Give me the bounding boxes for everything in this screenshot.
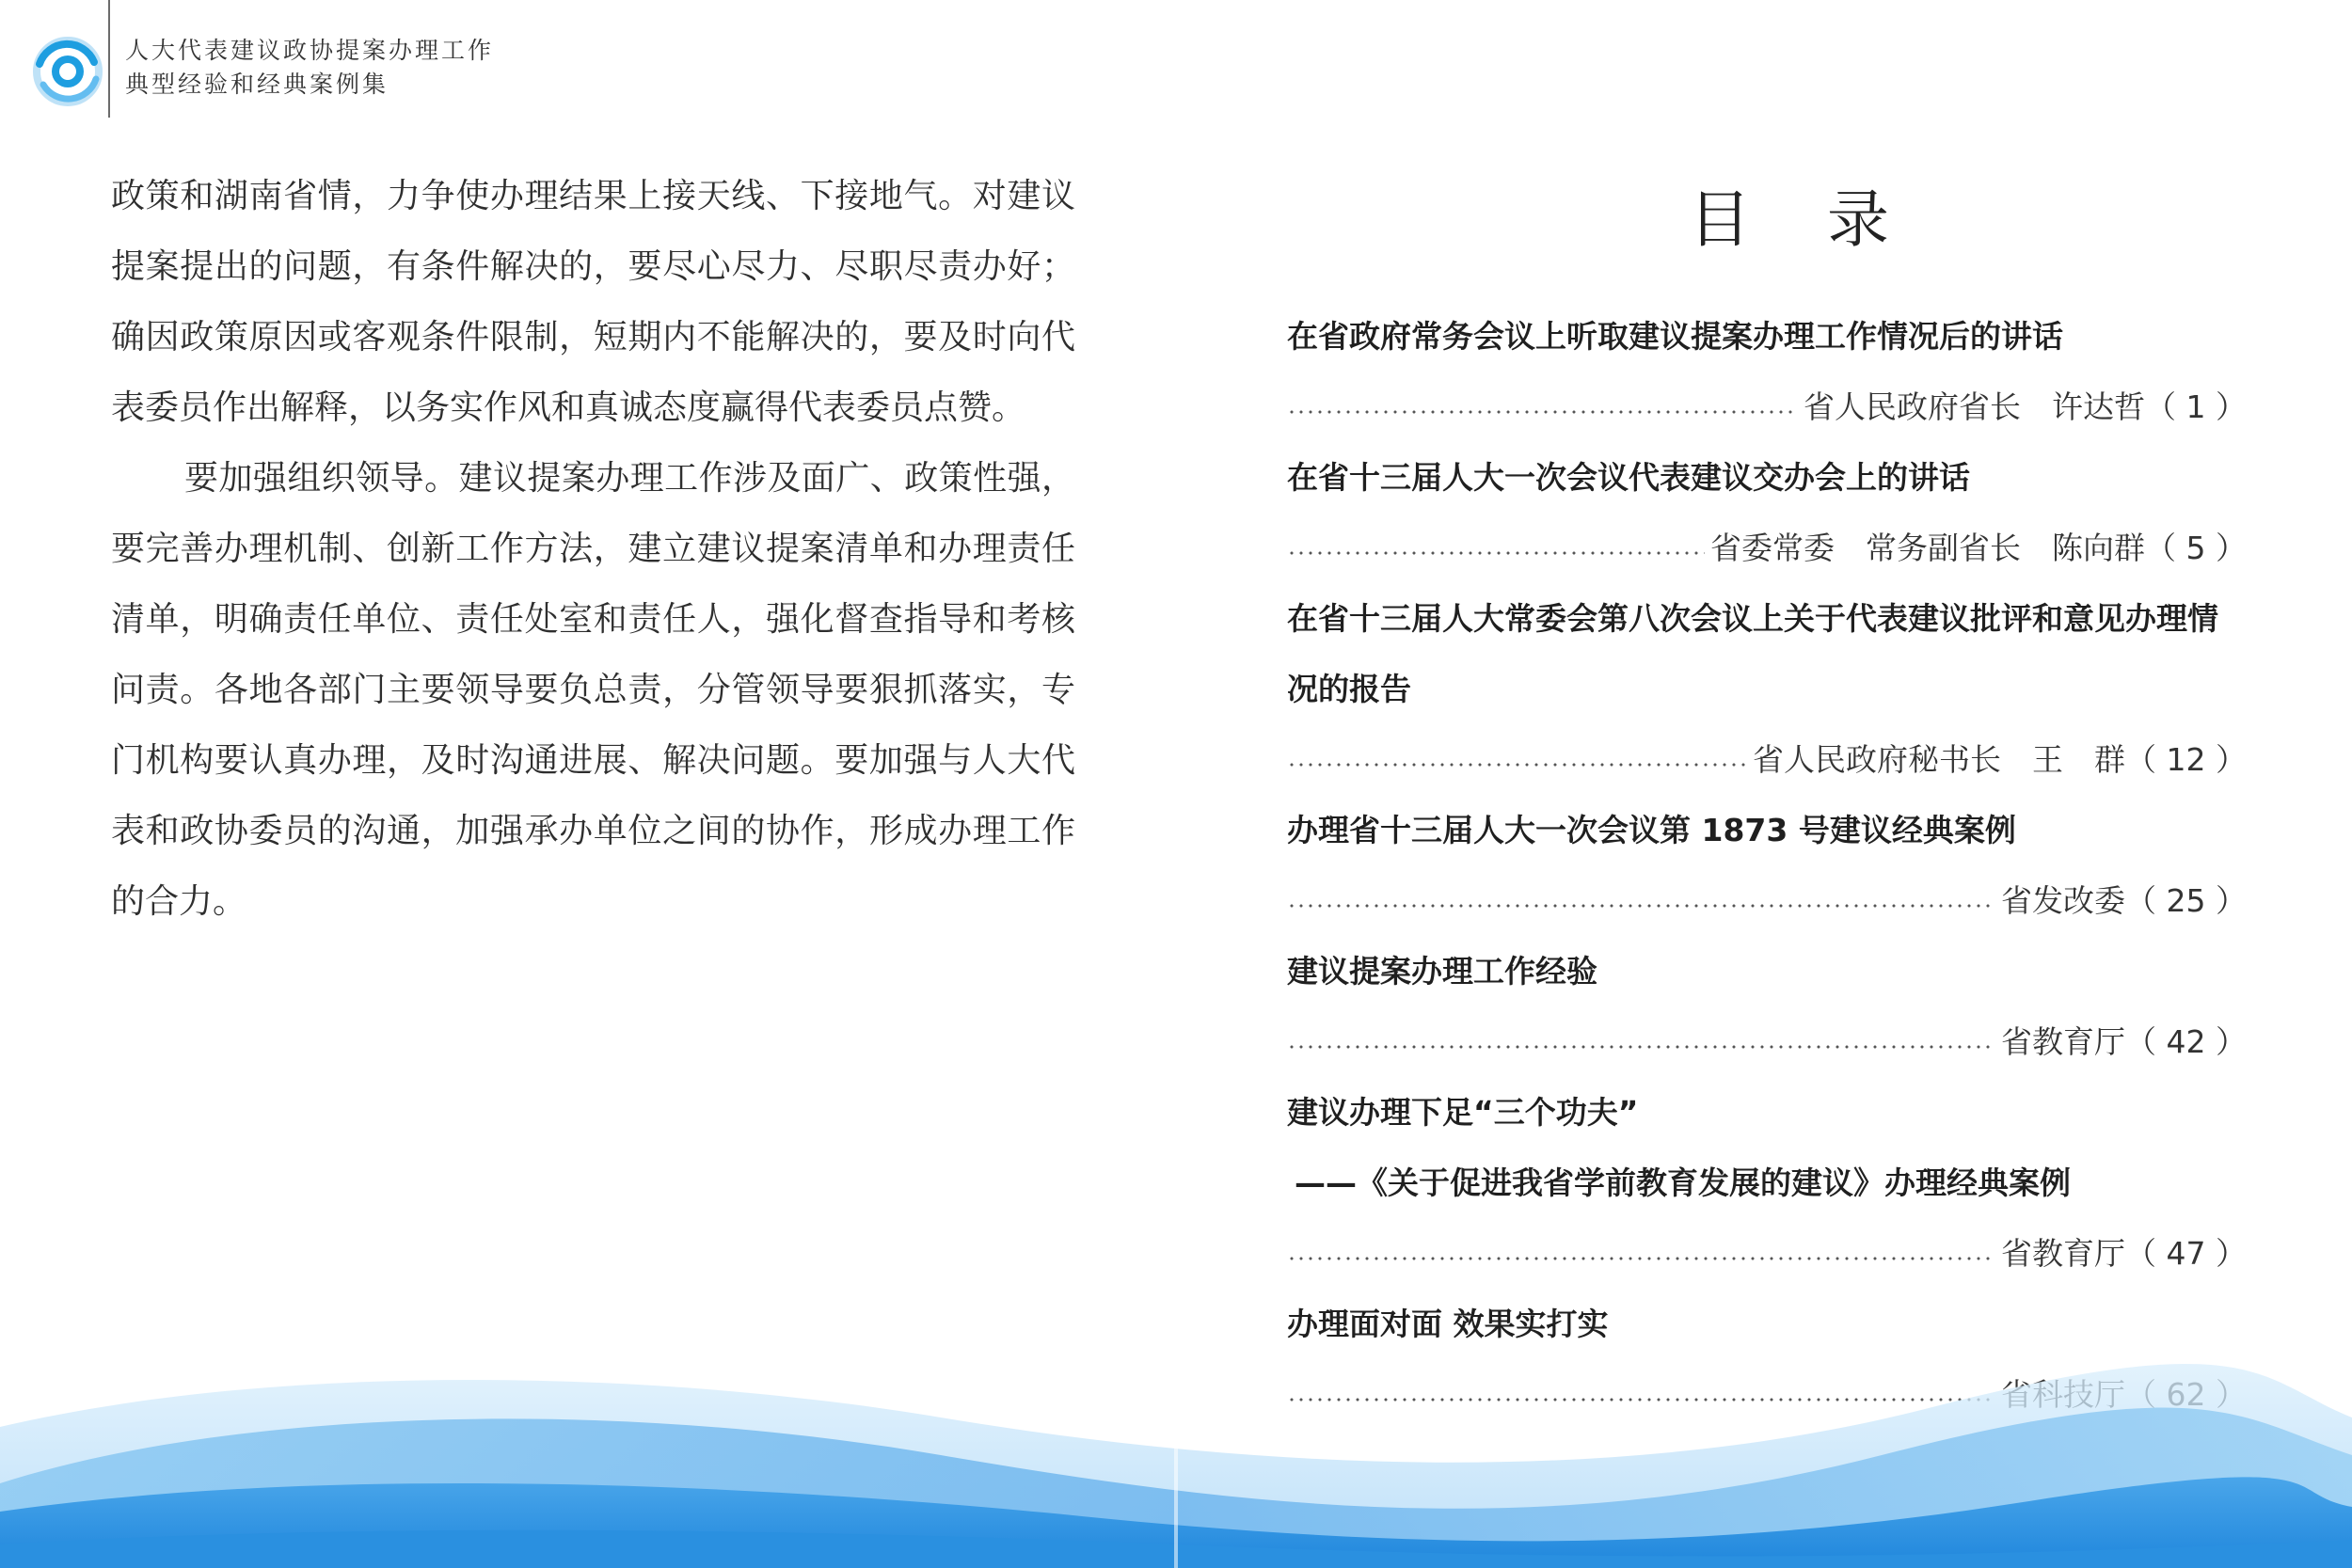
- toc-entry-author-page: 省委常委 常务副省长 陈向群（ 5 ）: [1710, 530, 2247, 566]
- toc-entry-title-continued: 况的报告: [1287, 671, 1411, 707]
- toc-entry-subtitle: ——《关于促进我省学前教育发展的建议》办理经典案例: [1295, 1164, 2071, 1201]
- toc-entry-leader: [1287, 372, 2247, 442]
- dot-leader: [1287, 1257, 1995, 1260]
- toc-entry-author-page: 省教育厅（ 47 ）: [2001, 1235, 2247, 1272]
- toc-entry-title: 建议提案办理工作经验: [1287, 953, 1597, 990]
- toc-entry-title: 办理面对面 效果实打实: [1287, 1306, 1609, 1342]
- toc-entry-leader: [1287, 865, 2247, 936]
- book-title-line: 人大代表建议政协提案办理工作: [125, 37, 495, 64]
- dot-leader: [1287, 410, 1798, 414]
- toc-entry-author-page: 省教育厅（ 42 ）: [2001, 1023, 2247, 1060]
- circular-emblem-icon: [32, 36, 103, 107]
- body-paragraph: 政策和湖南省情，力争使办理结果上接天线、下接地气。对建议提案提出的问题，有条件解决的，要尽心尽力、尽职尽责办好；确因政策原因或客观条件限制，短期内不能解决的，要及时向代表委员作出解释，以务实作风和真诚态度赢得代表委员点赞。: [111, 177, 1075, 427]
- dot-leader: [1287, 1045, 1995, 1049]
- toc-entry-title: 在省政府常务会议上听取建议提案办理工作情况后的讲话: [1287, 318, 2063, 355]
- toc-entry-author-page: 省人民政府秘书长 王 群（ 12 ）: [1753, 741, 2247, 778]
- toc-entry-title: 建议办理下足“三个功夫”: [1287, 1094, 1639, 1131]
- book-title: [125, 34, 494, 102]
- toc-entry-author-page: 省发改委（ 25 ）: [2001, 882, 2247, 919]
- left-page-body: [111, 161, 1075, 937]
- page-header: [0, 0, 659, 118]
- table-of-contents: [1287, 301, 2247, 1430]
- toc-entry[interactable]: [1287, 1077, 2247, 1289]
- body-paragraph: 要加强组织领导。建议提案办理工作涉及面广、政策性强，要完善办理机制、创新工作方法，建立建议提案清单和办理责任清单，明确责任单位、责任处室和责任人，强化督查指导和考核问责。各地各部门主要领导要负总责，分管领导要狠抓落实，专门机构要认真办理，及时沟通进展、解决问题。要加强与人大代表和政协委员的沟通，加强承办单位之间的协作，形成办理工作的合力。: [111, 459, 1075, 921]
- toc-entry[interactable]: [1287, 301, 2247, 442]
- toc-entry-leader: [1287, 513, 2247, 583]
- toc-entry[interactable]: [1287, 936, 2247, 1077]
- header-divider: [108, 0, 110, 118]
- toc-entry-leader: [1287, 724, 2247, 795]
- toc-entry-author-page: 省人民政府省长 许达哲（ 1 ）: [1804, 388, 2247, 425]
- toc-title: 目 录: [1689, 183, 1917, 256]
- toc-entry-title: 在省十三届人大常委会第八次会议上关于代表建议批评和意见办理情: [1287, 600, 2218, 637]
- book-title-line: 典型经验和经典案例集: [125, 71, 389, 98]
- toc-entry-leader: [1287, 1006, 2247, 1077]
- book-gutter: [1174, 1298, 1178, 1568]
- toc-entry[interactable]: [1287, 795, 2247, 936]
- toc-entry[interactable]: [1287, 583, 2247, 795]
- toc-entry-title: 办理省十三届人大一次会议第 1873 号建议经典案例: [1287, 812, 2016, 848]
- toc-entry[interactable]: [1287, 442, 2247, 583]
- dot-leader: [1287, 904, 1995, 908]
- dot-leader: [1287, 551, 1705, 555]
- dot-leader: [1287, 763, 1747, 767]
- toc-entry-title: 在省十三届人大一次会议代表建议交办会上的讲话: [1287, 459, 1970, 496]
- toc-entry-leader: [1287, 1218, 2247, 1289]
